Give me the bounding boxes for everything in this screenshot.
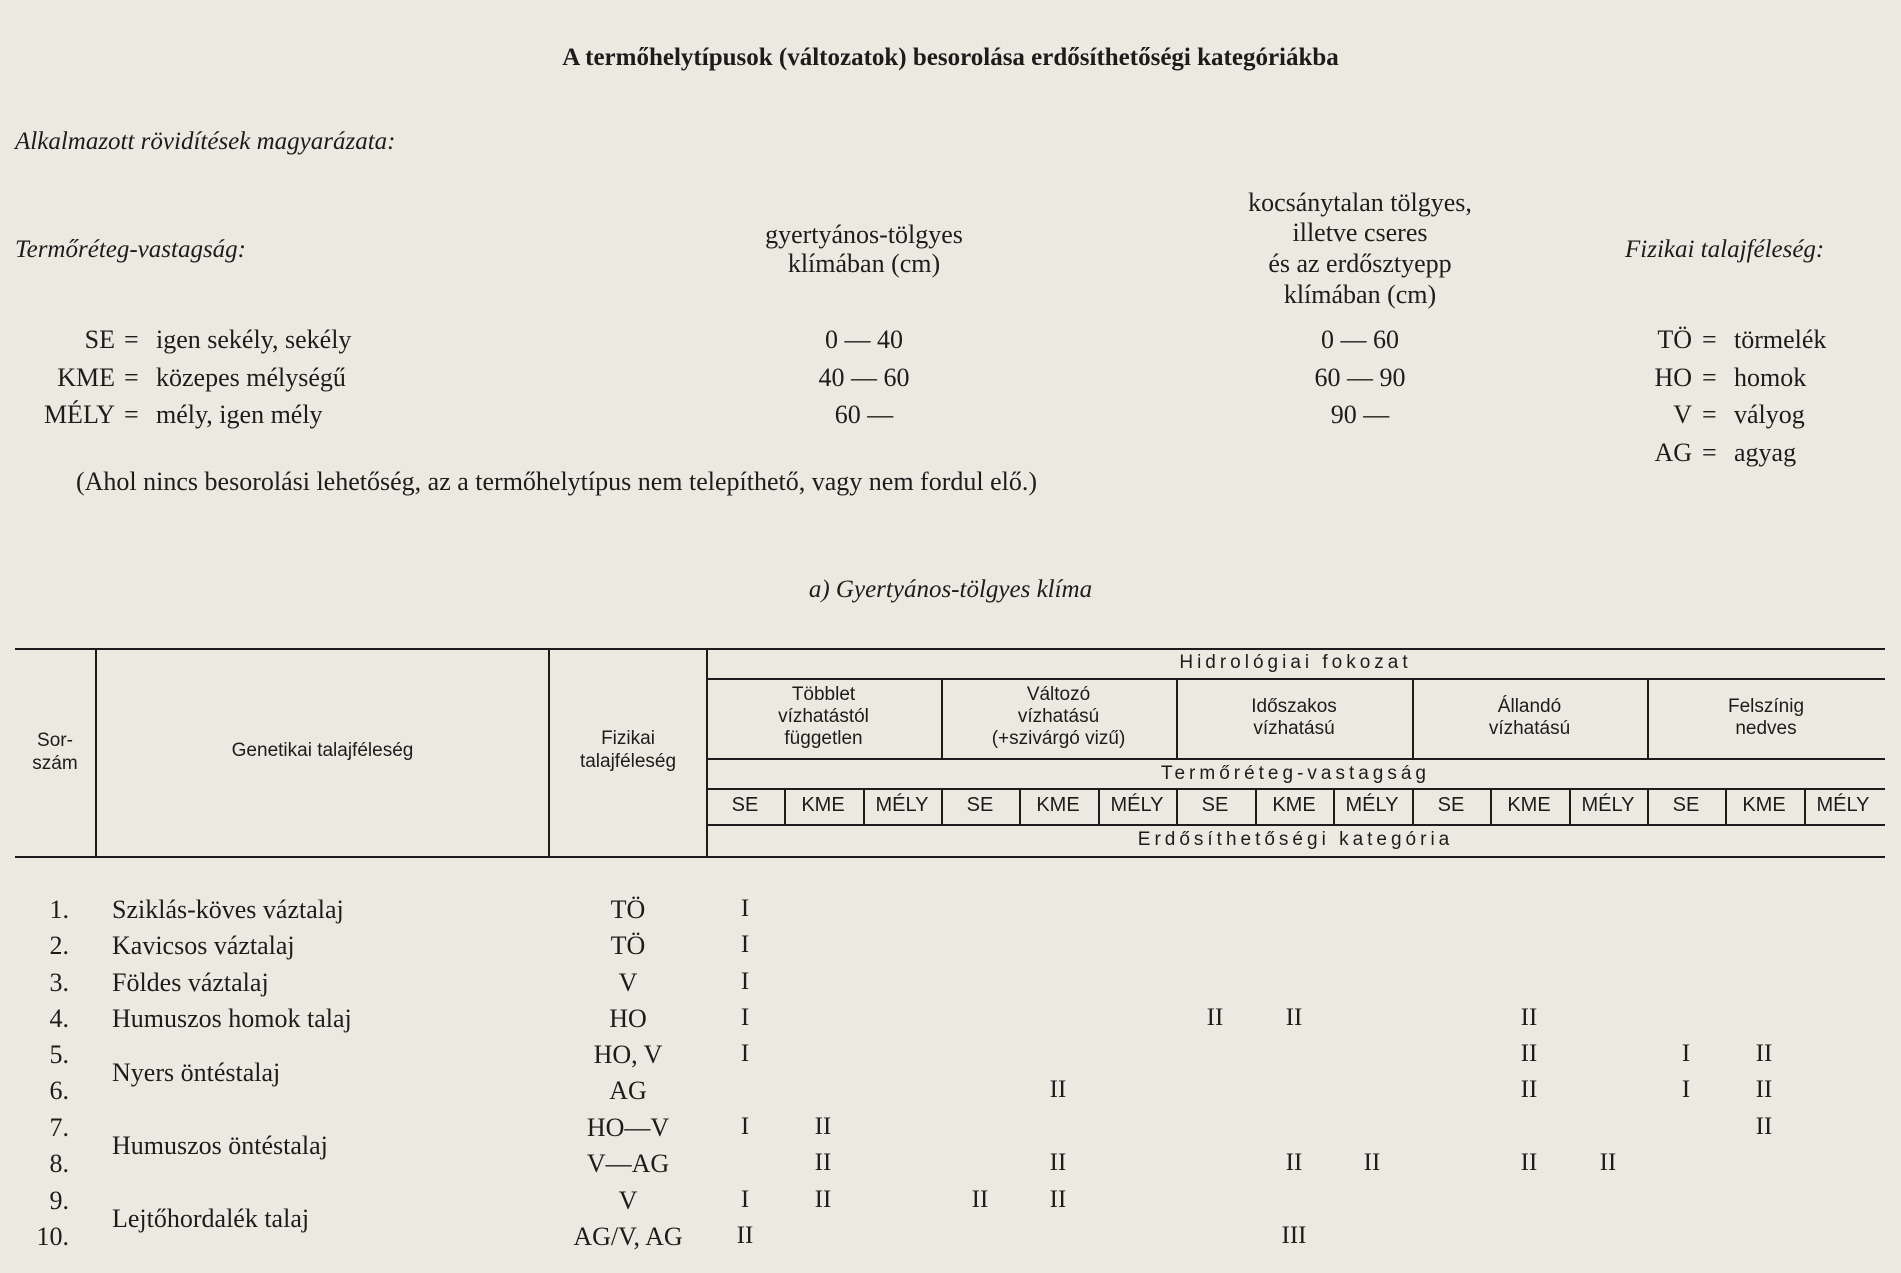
group-line: vízhatástól	[778, 706, 869, 727]
depth-gy: 40 — 60	[818, 363, 910, 392]
category-cell: II	[1049, 1076, 1067, 1103]
row-number: 3.	[49, 968, 69, 997]
soil-text: törmelék	[1734, 325, 1827, 354]
group-line: Felszínig	[1727, 696, 1805, 717]
col-sorszam-header	[15, 729, 95, 775]
soil-eq: =	[1702, 363, 1717, 392]
depth-gy: 0 — 40	[825, 325, 903, 354]
row-fizikai: V—AG	[586, 1149, 670, 1178]
depth-abbr: MÉLY	[43, 400, 115, 429]
row-number: 9.	[49, 1186, 69, 1215]
group-line: Többlet	[791, 684, 856, 705]
col-sorszam-line2: szám	[32, 753, 78, 774]
soil-eq: =	[1702, 438, 1717, 467]
termo-header: Termőréteg-vastagság	[1160, 763, 1431, 784]
depth-eq: =	[124, 325, 139, 354]
group-header-allando	[1412, 696, 1647, 740]
group-line: vízhatású	[1017, 706, 1100, 727]
hidro-rule	[706, 678, 1885, 680]
sub-header: SE	[1201, 794, 1229, 816]
sub-header: MÉLY	[1345, 794, 1399, 816]
category-cell: I	[740, 1113, 750, 1140]
soil-eq: =	[1702, 400, 1717, 429]
depth-text: közepes mélységű	[156, 363, 346, 392]
sub-header: SE	[1437, 794, 1465, 816]
group-line: független	[784, 728, 863, 749]
category-cell: II	[971, 1186, 989, 1213]
genetic-label: Lejtőhordalék talaj	[112, 1204, 310, 1233]
row-fizikai: HO—V	[586, 1113, 670, 1142]
soil-text: homok	[1734, 363, 1807, 392]
genetic-label: Sziklás-köves váztalaj	[112, 895, 344, 924]
col-fizikai-line1: Fizikai	[601, 728, 655, 749]
row-fizikai: TÖ	[610, 895, 646, 924]
genetic-label: Humuszos öntéstalaj	[112, 1131, 328, 1160]
hidro-header: Hidrológiai fokozat	[1179, 652, 1412, 673]
col-fizikai-header	[550, 727, 706, 773]
category-cell: II	[1520, 1004, 1538, 1031]
sub-header: SE	[1672, 794, 1700, 816]
soil-eq: =	[1702, 325, 1717, 354]
group-line: vízhatású	[1253, 718, 1335, 739]
category-cell: I	[740, 1186, 750, 1213]
group-header-valtozo	[941, 684, 1176, 750]
section-subtitle: a) Gyertyános-tölgyes klíma	[808, 576, 1093, 603]
sub-header: KME	[801, 794, 845, 816]
depth-text: igen sekély, sekély	[156, 325, 352, 354]
soil-abbr: AG	[1654, 438, 1692, 467]
depth-eq: =	[124, 400, 139, 429]
soil-abbr: HO	[1654, 363, 1692, 392]
row-fizikai: HO, V	[593, 1040, 663, 1069]
sub-header: KME	[1507, 794, 1551, 816]
group-line: Változó	[1026, 684, 1091, 705]
category-cell: II	[736, 1222, 754, 1249]
soil-text: agyag	[1734, 438, 1797, 467]
sub-header: KME	[1272, 794, 1316, 816]
row-fizikai: HO	[609, 1004, 647, 1033]
depth-k: 60 — 90	[1314, 363, 1406, 392]
depth-eq: =	[124, 363, 139, 392]
genetic-label: Földes váztalaj	[112, 968, 269, 997]
depth-gy: 60 —	[834, 400, 894, 429]
depth-abbr: KME	[57, 363, 115, 392]
col-gy-line2: klímában (cm)	[787, 249, 941, 278]
row-fizikai: TÖ	[610, 931, 646, 960]
category-cell: II	[1520, 1040, 1538, 1067]
row-number: 5.	[49, 1040, 69, 1069]
category-cell: II	[1599, 1149, 1617, 1176]
category-cell: I	[740, 1040, 750, 1067]
row-fizikai: AG/V, AG	[573, 1222, 683, 1251]
col-genetikai-header: Genetikai talajféleség	[231, 740, 414, 761]
category-cell: II	[1755, 1113, 1773, 1140]
group-header-felszinig	[1647, 696, 1885, 740]
sub-header: SE	[731, 794, 759, 816]
sub-header: SE	[966, 794, 994, 816]
row-number: 10.	[36, 1222, 69, 1251]
row-fizikai: V	[618, 1186, 638, 1215]
row-number: 4.	[49, 1004, 69, 1033]
col-fizikai-line2: talajféleség	[579, 751, 677, 772]
row-fizikai: V	[618, 968, 638, 997]
erdo-header: Erdősíthetőségi kategória	[1137, 829, 1454, 850]
group-rule	[706, 758, 1885, 760]
category-cell: II	[1285, 1149, 1303, 1176]
group-line: (+szivárgó vizű)	[991, 728, 1126, 749]
sub-header: MÉLY	[875, 794, 929, 816]
group-line: vízhatású	[1488, 718, 1571, 739]
sub-header: KME	[1036, 794, 1080, 816]
soil-text: vályog	[1734, 400, 1805, 429]
row-number: 8.	[49, 1149, 69, 1178]
row-number: 1.	[49, 895, 69, 924]
group-header-idoszakos	[1176, 696, 1412, 740]
category-cell: II	[1049, 1149, 1067, 1176]
genetic-label: Kavicsos váztalaj	[112, 931, 295, 960]
row-fizikai: AG	[609, 1076, 647, 1105]
category-cell: I	[1681, 1076, 1691, 1103]
category-cell: II	[1206, 1004, 1224, 1031]
category-cell: II	[814, 1113, 832, 1140]
col-k-line3: és az erdősztyepp	[1268, 249, 1452, 278]
termo-rule	[706, 788, 1885, 790]
category-cell: I	[740, 968, 750, 995]
depth-text: mély, igen mély	[156, 400, 323, 429]
row-number: 2.	[49, 931, 69, 960]
row-number: 6.	[49, 1076, 69, 1105]
col-divider	[706, 648, 708, 858]
sub-rule	[706, 824, 1885, 826]
category-cell: II	[814, 1186, 832, 1213]
legend-note: (Ahol nincs besorolási lehetőség, az a termőhelytípus nem telepíthető, vagy nem fordul elő.)	[76, 467, 1038, 496]
soil-abbr: V	[1673, 400, 1692, 429]
category-cell: I	[740, 1004, 750, 1031]
table-header-bottom-rule	[15, 856, 1885, 858]
group-header-tobblet	[706, 684, 941, 750]
group-line: Állandó	[1497, 696, 1562, 717]
col-sorszam-line1: Sor-	[37, 730, 73, 751]
sub-header: MÉLY	[1816, 794, 1870, 816]
table-top-rule	[15, 648, 1885, 650]
depth-k: 90 —	[1330, 400, 1390, 429]
category-cell: II	[814, 1149, 832, 1176]
page-title: A termőhelytípusok (változatok) besorolása erdősíthetőségi kategóriákba	[562, 44, 1339, 71]
col-k-line4: klímában (cm)	[1283, 280, 1437, 309]
category-cell: II	[1755, 1076, 1773, 1103]
category-cell: II	[1520, 1149, 1538, 1176]
category-cell: III	[1281, 1222, 1307, 1249]
legend-heading: Alkalmazott rövidítések magyarázata:	[15, 128, 396, 155]
col-k-line1: kocsánytalan tölgyes,	[1248, 188, 1472, 217]
sub-header: KME	[1742, 794, 1786, 816]
row-number: 7.	[49, 1113, 69, 1142]
genetic-label: Nyers öntéstalaj	[112, 1058, 281, 1087]
category-cell: II	[1285, 1004, 1303, 1031]
category-cell: I	[740, 895, 750, 922]
genetic-label: Humuszos homok talaj	[112, 1004, 352, 1033]
col-k-line2: illetve cseres	[1292, 218, 1428, 247]
category-cell: I	[740, 931, 750, 958]
sub-header: MÉLY	[1110, 794, 1164, 816]
sub-header: MÉLY	[1581, 794, 1635, 816]
depth-k: 0 — 60	[1321, 325, 1399, 354]
soil-label: Fizikai talajféleség:	[1625, 236, 1825, 263]
depth-abbr: SE	[84, 325, 115, 354]
group-line: nedves	[1735, 718, 1797, 739]
category-cell: II	[1049, 1186, 1067, 1213]
category-cell: II	[1755, 1040, 1773, 1067]
category-cell: I	[1681, 1040, 1691, 1067]
group-line: Időszakos	[1251, 696, 1337, 717]
soil-abbr: TÖ	[1657, 325, 1692, 354]
category-cell: II	[1363, 1149, 1381, 1176]
col-gy-line1: gyertyános-tölgyes	[765, 220, 963, 249]
depth-label: Termőréteg-vastagság:	[15, 236, 247, 263]
category-cell: II	[1520, 1076, 1538, 1103]
